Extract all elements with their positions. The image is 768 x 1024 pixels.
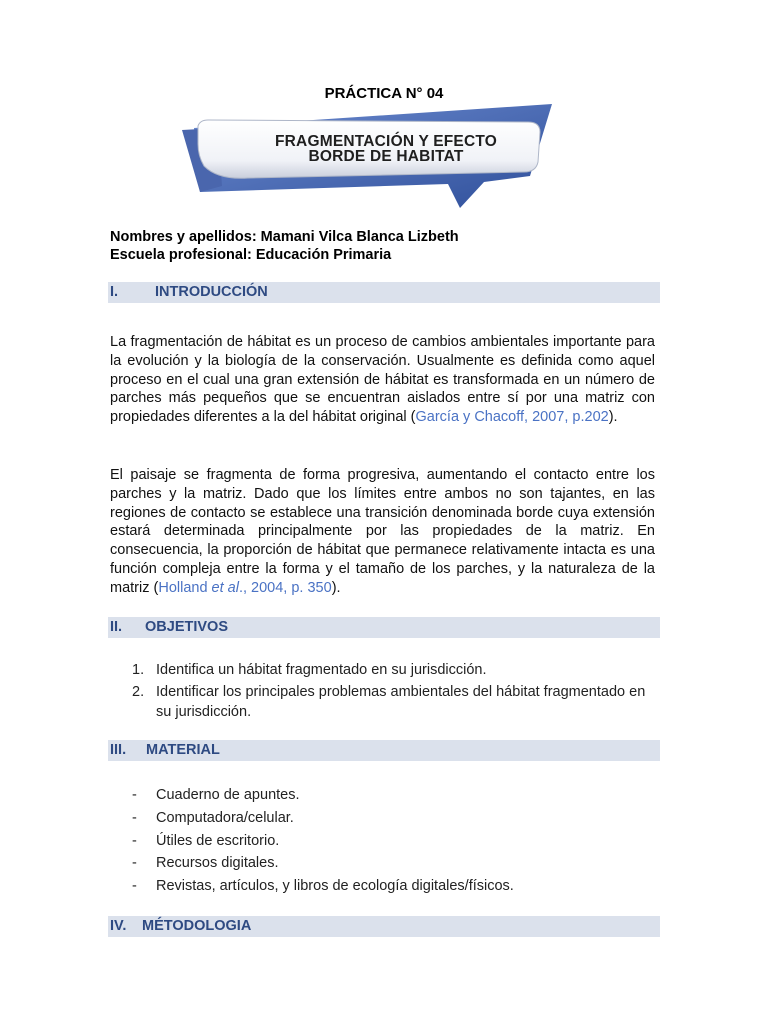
section-number: II. (110, 619, 123, 635)
citation-link[interactable]: García y Chacoff, 2007, p.202 (415, 409, 609, 426)
list-number: 1. (132, 662, 145, 678)
intro-paragraph-1-text: La fragmentación de hábitat es un proceso de cambios ambientales importante para la evolución y la biología de la conservación. Usualmente es definida como aquel proceso en el cual una gran extensión de hábitat es transformada en un número de parches más pequeños que se encuentran aislados entre sí por una matriz con propiedades diferentes a la del hábitat original ( (110, 334, 655, 426)
objective-text: Identificar los principales problemas ambientales del hábitat fragmentado en su jurisdicción. (156, 684, 646, 720)
section-title: MATERIAL (146, 742, 220, 758)
list-dash: - (132, 787, 137, 803)
citation-author: Holland (158, 579, 212, 596)
intro-paragraph-2-end: ). (331, 579, 341, 596)
citation-link[interactable] (158, 580, 331, 596)
section-number: III. (110, 742, 127, 758)
banner-title-line-1: FRAGMENTACIÓN Y EFECTO (275, 133, 497, 150)
section-heading-objectives (108, 617, 660, 638)
list-dash: - (132, 878, 137, 894)
author-info (110, 228, 459, 264)
citation-et-al: et al (211, 579, 239, 596)
list-dash: - (132, 855, 137, 871)
citation-year-page: ., 2004, p. 350 (238, 579, 332, 596)
list-dash: - (132, 833, 137, 849)
list-dash: - (132, 810, 137, 826)
author-school: Escuela profesional: Educación Primaria (110, 247, 392, 263)
material-text: Computadora/celular. (156, 810, 294, 826)
section-heading-methodology (108, 916, 660, 937)
list-number: 2. (132, 684, 145, 700)
objective-text: Identifica un hábitat fragmentado en su jurisdicción. (156, 662, 487, 678)
section-heading-material (108, 740, 660, 761)
section-heading-introduction (108, 282, 660, 303)
intro-paragraph-1 (110, 333, 655, 427)
intro-paragraph-2-text: El paisaje se fragmenta de forma progresiva, aumentando el contacto entre los parches y la matriz. Dado que los límites entre ambos no son tajantes, en las regiones de contacto se establece una transición denominada borde cuya extensión estará determinada principalmente por las propiedades de la matriz. En consecuencia, la proporción de hábitat que permanece relativamente intacta es una función compleja entre la forma y el tamaño de los parches, y la naturaleza de la matriz ( (110, 467, 655, 596)
section-title: OBJETIVOS (145, 619, 228, 635)
intro-paragraph-2 (110, 466, 655, 598)
banner-title (250, 134, 522, 164)
banner-title-line-2: BORDE DE HABITAT (308, 148, 464, 165)
practice-title: PRÁCTICA N° 04 (324, 85, 444, 102)
material-text: Cuaderno de apuntes. (156, 787, 300, 803)
material-text: Útiles de escritorio. (156, 833, 280, 849)
author-name: Nombres y apellidos: Mamani Vilca Blanca Lizbeth (110, 229, 459, 245)
section-title: INTRODUCCIÓN (155, 284, 268, 300)
material-text: Revistas, artículos, y libros de ecología digitales/físicos. (156, 878, 514, 894)
section-number: IV. (110, 918, 127, 934)
section-number: I. (110, 284, 119, 300)
material-text: Recursos digitales. (156, 855, 279, 871)
intro-paragraph-1-end: ). (608, 409, 618, 426)
section-title: MÉTODOLOGIA (142, 918, 252, 934)
